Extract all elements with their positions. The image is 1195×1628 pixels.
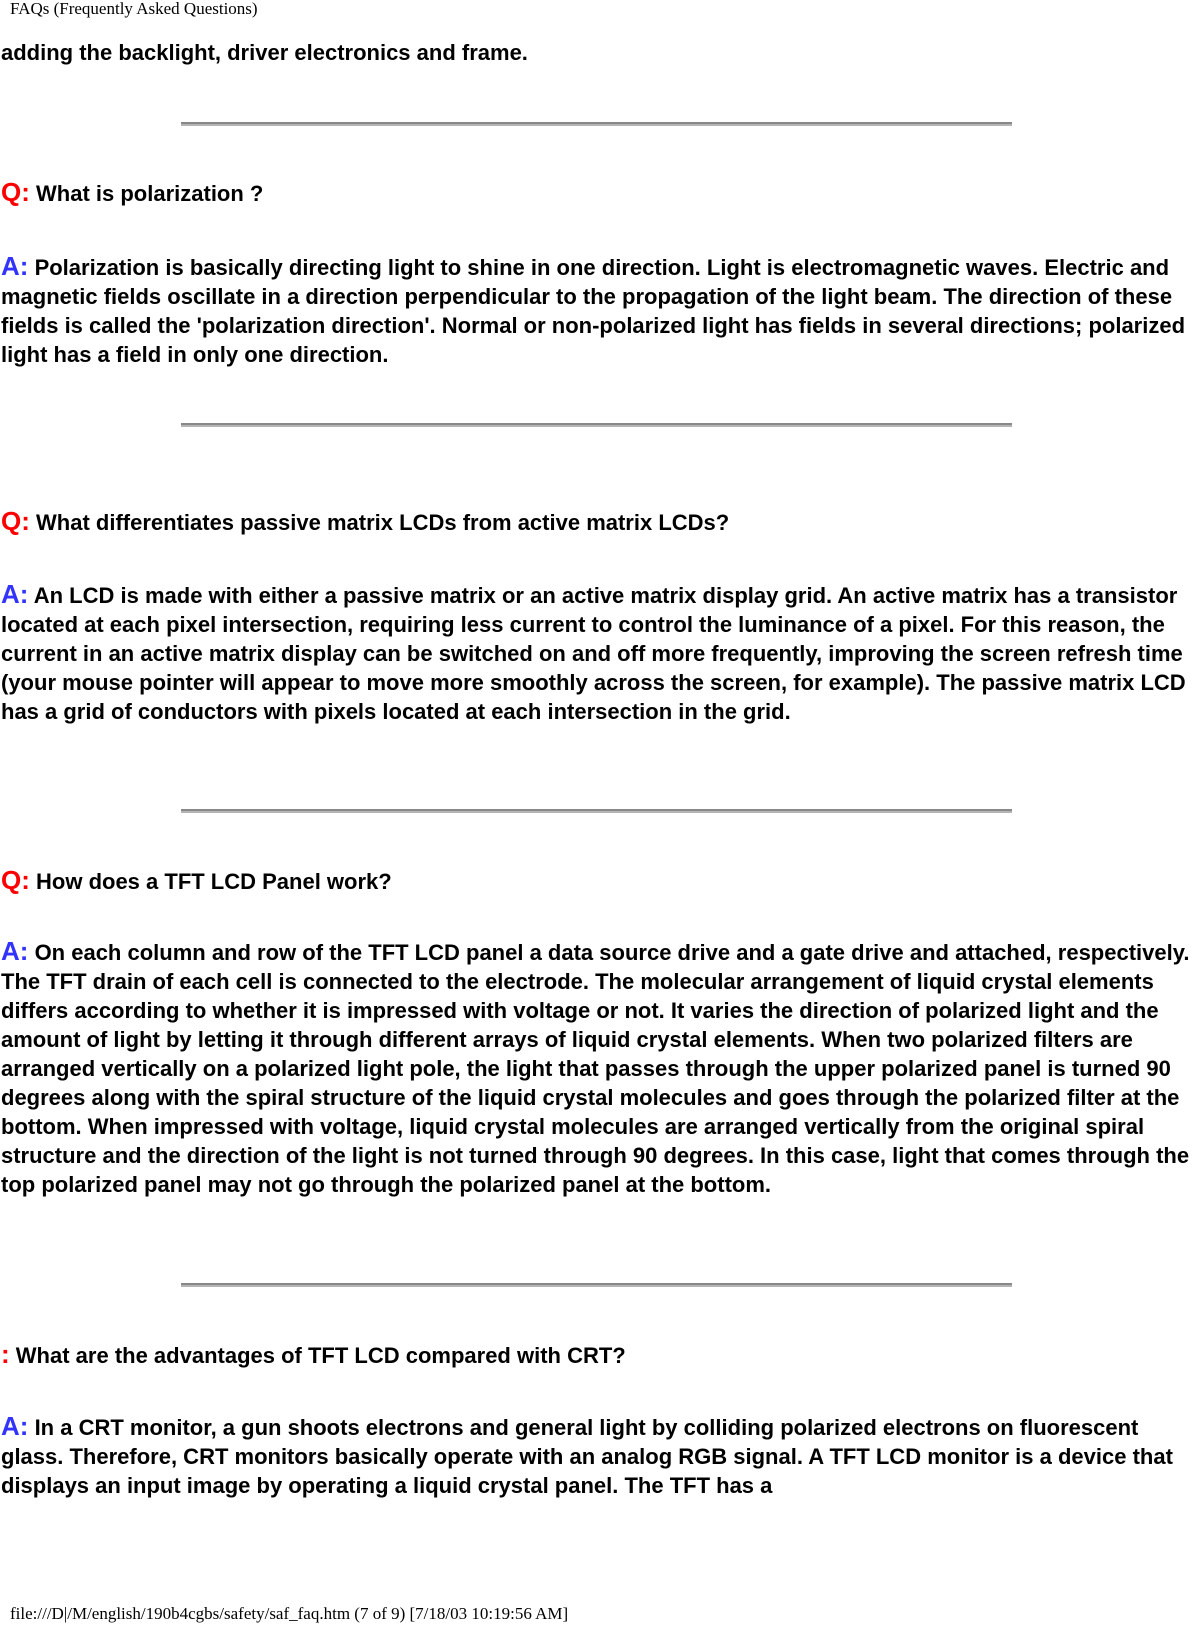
horizontal-divider (181, 423, 1012, 427)
faq-answer-4 (1, 1412, 1194, 1500)
question-marker: Q: (1, 865, 30, 895)
question-text: What is polarization ? (36, 181, 264, 206)
faq-answer-1 (1, 252, 1194, 369)
question-text: How does a TFT LCD Panel work? (36, 869, 392, 894)
question-text: What are the advantages of TFT LCD compared with CRT? (15, 1343, 626, 1368)
intro-text: adding the backlight, driver electronics and frame. (1, 40, 528, 65)
faq-question-3 (1, 866, 1194, 896)
horizontal-divider (181, 122, 1012, 126)
question-text: What differentiates passive matrix LCDs from active matrix LCDs? (36, 510, 730, 535)
faq-answer-3 (1, 937, 1194, 1199)
answer-marker: A: (1, 1411, 29, 1441)
page-footer-path: file:///D|/M/english/190b4cgbs/safety/saf_faq.htm (7 of 9) [7/18/03 10:19:56 AM] (10, 1604, 569, 1623)
question-marker: : (1, 1339, 10, 1369)
horizontal-divider (181, 1283, 1012, 1287)
answer-text: On each column and row of the TFT LCD panel a data source drive and a gate drive and attached, respectively. The TFT drain of each cell is connected to the electrode. The molecular arrangement of liquid crystal elements differs according to whether it is impressed with voltage or not. It varies the direction of polarized light and the amount of light by letting it through different arrays of liquid crystal elements. When two polarized filters are arranged vertically on a polarized light pole, the light that passes through the upper polarized panel is turned 90 degrees along with the spiral structure of the liquid crystal molecules and goes through the polarized filter at the bottom. When impressed with voltage, liquid crystal molecules are arranged vertically from the original spiral structure and the direction of the light is not turned through 90 degrees. In this case, light that comes through the top polarized panel may not go through the polarized panel at the bottom. (1, 940, 1190, 1197)
horizontal-divider (181, 809, 1012, 813)
answer-marker: A: (1, 579, 29, 609)
faq-question-4 (1, 1340, 1194, 1370)
question-marker: Q: (1, 506, 30, 536)
answer-text: An LCD is made with either a passive matrix or an active matrix display grid. An active matrix has a transistor located at each pixel intersection, requiring less current to control the luminance of a pixel. For this reason, the current in an active matrix display can be switched on and off more frequently, improving the screen refresh time (your mouse pointer will appear to move more smoothly across the screen, for example). The passive matrix LCD has a grid of conductors with pixels located at each intersection in the grid. (1, 583, 1186, 724)
faq-answer-2 (1, 580, 1194, 726)
page-header-title: FAQs (Frequently Asked Questions) (10, 0, 258, 18)
answer-text: In a CRT monitor, a gun shoots electrons and general light by colliding polarized electrons on fluorescent glass. Therefore, CRT monitors basically operate with an analog RGB signal. A TFT LCD monitor is a device that displays an input image by operating a liquid crystal panel. The TFT has a (1, 1415, 1173, 1498)
faq-question-1 (1, 178, 1194, 208)
faq-question-2 (1, 507, 1194, 537)
answer-marker: A: (1, 251, 29, 281)
answer-marker: A: (1, 936, 29, 966)
question-marker: Q: (1, 177, 30, 207)
answer-text: Polarization is basically directing light to shine in one direction. Light is electromagnetic waves. Electric and magnetic fields oscillate in a direction perpendicular to the propagation of the light beam. The direction of these fields is called the 'polarization direction'. Normal or non-polarized light has fields in several directions; polarized light has a field in only one direction. (1, 255, 1186, 367)
